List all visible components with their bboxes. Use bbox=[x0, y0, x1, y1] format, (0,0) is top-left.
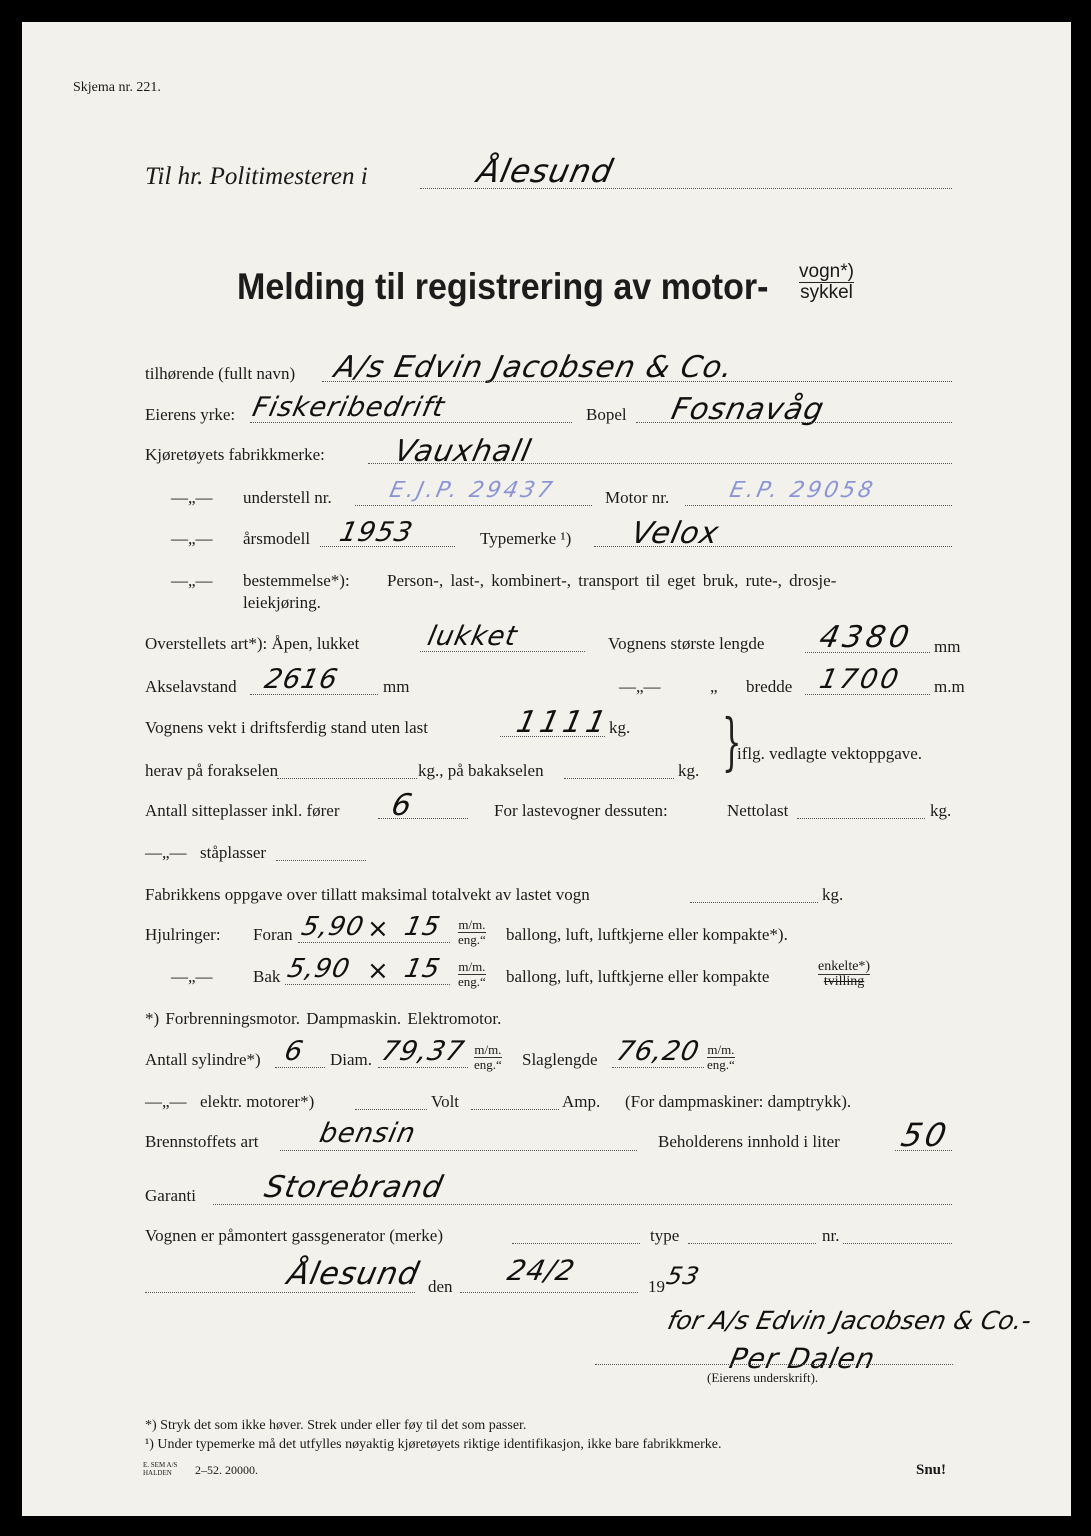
front-wheel-times: × bbox=[367, 914, 389, 944]
max-weight-label: Fabrikkens oppgave over tillatt maksimal totalvekt av lastet vogn bbox=[145, 885, 590, 904]
make-line bbox=[368, 463, 952, 464]
rear-wheel-units bbox=[458, 960, 486, 989]
place-line bbox=[145, 1292, 415, 1293]
date-line bbox=[460, 1292, 638, 1293]
twin-label: tvilling bbox=[823, 974, 865, 989]
tank-line bbox=[895, 1150, 952, 1151]
weight-unit: kg. bbox=[609, 718, 631, 737]
chassis-line bbox=[355, 505, 592, 506]
weight-note: iflg. vedlagte vektoppgave. bbox=[737, 744, 923, 763]
front-wheel-line bbox=[298, 942, 450, 943]
ditto-mark: —„— bbox=[171, 967, 213, 986]
year-label: årsmodell bbox=[243, 529, 311, 548]
body-value: lukket bbox=[424, 621, 521, 652]
seats-label: Antall sitteplasser inkl. fører bbox=[145, 801, 340, 820]
printer-city: HALDEN bbox=[143, 1469, 172, 1477]
purpose-options: Person-, last-, kombinert-, transport til eget bruk, rute-, drosje- bbox=[387, 571, 837, 590]
date-label: den bbox=[428, 1277, 453, 1296]
motor-value: E.P. 29058 bbox=[727, 478, 878, 503]
fuel-value: bensin bbox=[316, 1118, 419, 1149]
ditto-mark: —„— bbox=[145, 843, 187, 862]
rear-axle-unit: kg. bbox=[678, 761, 700, 780]
width-line bbox=[805, 694, 930, 695]
front-axle-line bbox=[277, 778, 417, 779]
single-label: enkelte*) bbox=[818, 959, 871, 974]
wheels-label: Hjulringer: bbox=[145, 925, 221, 944]
length-label: Vognens største lengde bbox=[608, 634, 765, 653]
front-axle-label: herav på forakselen bbox=[145, 761, 279, 780]
cylinders-line bbox=[275, 1067, 325, 1068]
length-unit: mm bbox=[934, 637, 961, 656]
cylinders-label: Antall sylindre*) bbox=[145, 1050, 261, 1069]
stroke-label: Slaglengde bbox=[522, 1050, 598, 1069]
printer-mark bbox=[143, 1461, 177, 1477]
fuel-label: Brennstoffets art bbox=[145, 1132, 259, 1151]
eng-unit: eng.“ bbox=[458, 932, 486, 947]
wheelbase-value: 2616 bbox=[261, 664, 342, 695]
recipient-line bbox=[420, 188, 952, 189]
footnote-1: *) Stryk det som ikke høver. Strek under eller føy til det som passer. bbox=[145, 1418, 527, 1433]
weight-value: 1111 bbox=[513, 705, 614, 740]
weight-brace: } bbox=[721, 705, 742, 778]
rear-wheel-label: Bak bbox=[253, 967, 281, 986]
date-value: 24/2 bbox=[504, 1254, 579, 1287]
max-weight-unit: kg. bbox=[822, 885, 844, 904]
owner-line bbox=[322, 381, 952, 382]
rear-wheel-diameter: 15 bbox=[401, 954, 444, 984]
standing-line bbox=[276, 860, 366, 861]
ditto-mark: —„— bbox=[171, 488, 213, 507]
vehicle-type-options bbox=[799, 262, 854, 303]
ditto-mark: —„— bbox=[145, 1092, 187, 1111]
gas-nr-label: nr. bbox=[822, 1226, 840, 1245]
wheelbase-unit: mm bbox=[383, 677, 410, 696]
seats-value: 6 bbox=[388, 788, 416, 823]
eng-unit: eng.“ bbox=[458, 974, 486, 989]
eng-unit: eng.“ bbox=[474, 1057, 502, 1072]
year-prefix: 19 bbox=[648, 1277, 665, 1296]
rear-wheel-times: × bbox=[367, 956, 389, 986]
make-label: Kjøretøyets fabrikkmerke: bbox=[145, 445, 325, 464]
print-info: 2–52. 20000. bbox=[195, 1463, 258, 1477]
type-label: Typemerke ¹) bbox=[480, 529, 572, 548]
mm-unit: m/m. bbox=[474, 1042, 502, 1057]
turn-over-note: Snu! bbox=[916, 1462, 947, 1478]
recipient-label: Til hr. Politimesteren i bbox=[145, 163, 368, 190]
rear-single-twin bbox=[818, 960, 870, 989]
gas-generator-line bbox=[512, 1243, 640, 1244]
cylinders-value: 6 bbox=[281, 1036, 307, 1067]
width-label: bredde bbox=[746, 677, 793, 696]
residence-value: Fosnavåg bbox=[668, 392, 828, 427]
mm-unit: m/m. bbox=[458, 917, 486, 932]
motor-label: Motor nr. bbox=[605, 488, 670, 507]
mm-unit: m/m. bbox=[458, 959, 486, 974]
gas-generator-label: Vognen er påmontert gassgenerator (merke) bbox=[145, 1226, 444, 1245]
type-line bbox=[594, 546, 952, 547]
rear-axle-line bbox=[564, 778, 674, 779]
engine-types: *) Forbrenningsmotor. Dampmaskin. Elektromotor. bbox=[145, 1009, 502, 1028]
width-ditto-quote: „ bbox=[710, 677, 718, 696]
diameter-line bbox=[378, 1067, 468, 1068]
year-line bbox=[320, 546, 455, 547]
seats-line bbox=[378, 818, 468, 819]
front-tyre-options: ballong, luft, luftkjerne eller kompakte*). bbox=[506, 925, 788, 944]
width-unit: m.m bbox=[934, 677, 965, 696]
insurance-value: Storebrand bbox=[261, 1170, 447, 1205]
footnote-2: ¹) Under typemerke må det utfylles nøyaktig kjøretøyets riktige identifikasjon, ikke bare fabrikkmerke. bbox=[145, 1437, 722, 1452]
form-title: Melding til registrering av motor- bbox=[237, 266, 769, 307]
tank-label: Beholderens innhold i liter bbox=[658, 1132, 840, 1151]
year-suffix: 53 bbox=[664, 1262, 703, 1290]
gas-type-label: type bbox=[650, 1226, 680, 1245]
owner-value: A/s Edvin Jacobsen & Co. bbox=[331, 350, 737, 385]
insurance-label: Garanti bbox=[145, 1186, 196, 1205]
residence-line bbox=[636, 422, 952, 423]
diameter-units bbox=[474, 1043, 502, 1072]
title-option-sykkel: sykkel bbox=[800, 282, 853, 303]
stroke-line bbox=[612, 1067, 704, 1068]
gas-type-line bbox=[688, 1243, 816, 1244]
printer-name: E. SEM A/S bbox=[143, 1461, 178, 1469]
netload-unit: kg. bbox=[930, 801, 952, 820]
signature-label: (Eierens underskrift). bbox=[707, 1370, 819, 1385]
standing-label: ståplasser bbox=[200, 843, 267, 862]
front-wheel-label: Foran bbox=[253, 925, 293, 944]
eng-unit: eng.“ bbox=[707, 1057, 735, 1072]
insurance-line bbox=[213, 1204, 952, 1205]
rear-tyre-options: ballong, luft, luftkjerne eller kompakte bbox=[506, 967, 770, 986]
body-line bbox=[420, 651, 585, 652]
electric-motors-label: elektr. motorer*) bbox=[200, 1092, 315, 1111]
stroke-units bbox=[707, 1043, 735, 1072]
body-label: Overstellets art*): Åpen, lukket bbox=[145, 634, 360, 653]
wheelbase-label: Akselavstand bbox=[145, 677, 237, 696]
signature-line bbox=[595, 1364, 953, 1365]
weight-label: Vognens vekt i driftsferdig stand uten last bbox=[145, 718, 428, 737]
wheelbase-line bbox=[250, 694, 378, 695]
residence-label: Bopel bbox=[586, 405, 627, 424]
form-number: Skjema nr. 221. bbox=[73, 80, 161, 95]
place-value: Ålesund bbox=[284, 1256, 423, 1292]
fuel-line bbox=[280, 1150, 637, 1151]
occupation-value: Fiskeribedrift bbox=[249, 392, 448, 423]
rear-wheel-width: 5,90 bbox=[284, 954, 354, 984]
title-option-vogn: vogn*) bbox=[799, 261, 854, 282]
ditto-mark: —„— bbox=[619, 677, 661, 696]
diameter-value: 79,37 bbox=[378, 1036, 468, 1067]
amp-label: Amp. bbox=[562, 1092, 601, 1111]
occupation-label: Eierens yrke: bbox=[145, 405, 236, 424]
diameter-label: Diam. bbox=[330, 1050, 373, 1069]
front-wheel-diameter: 15 bbox=[401, 912, 444, 942]
signature-company: for A/s Edvin Jacobsen & Co.- bbox=[664, 1306, 1035, 1335]
length-value: 4380 bbox=[816, 620, 917, 655]
type-value: Velox bbox=[628, 516, 723, 551]
recipient-city: Ålesund bbox=[473, 152, 618, 190]
width-value: 1700 bbox=[816, 664, 905, 695]
lorry-label: For lastevogner dessuten: bbox=[494, 801, 668, 820]
purpose-options-cont: leiekjøring. bbox=[243, 593, 321, 612]
ditto-mark: —„— bbox=[171, 571, 213, 590]
front-wheel-units bbox=[458, 918, 486, 947]
electric-motors-line bbox=[355, 1109, 427, 1110]
ditto-mark: —„— bbox=[171, 529, 213, 548]
mm-unit: m/m. bbox=[707, 1042, 735, 1057]
max-weight-line bbox=[690, 902, 818, 903]
gas-nr-line bbox=[843, 1243, 952, 1244]
netload-line bbox=[797, 818, 925, 819]
volt-line bbox=[471, 1109, 559, 1110]
tank-value: 50 bbox=[897, 1116, 953, 1154]
chassis-value: E.J.P. 29437 bbox=[387, 478, 558, 503]
owner-label: tilhørende (fullt navn) bbox=[145, 364, 296, 383]
signature-name: Per Dalen bbox=[726, 1342, 879, 1375]
front-wheel-width: 5,90 bbox=[298, 912, 368, 942]
length-line bbox=[805, 652, 930, 653]
stroke-value: 76,20 bbox=[613, 1036, 703, 1067]
weight-line bbox=[500, 736, 605, 737]
chassis-label: understell nr. bbox=[243, 488, 332, 507]
steam-label: (For dampmaskiner: damptrykk). bbox=[625, 1092, 852, 1111]
volt-label: Volt bbox=[431, 1092, 460, 1111]
motor-line bbox=[685, 505, 952, 506]
year-value: 1953 bbox=[336, 517, 417, 548]
make-value: Vauxhall bbox=[391, 434, 535, 469]
netload-label: Nettolast bbox=[727, 801, 789, 820]
purpose-label: bestemmelse*): bbox=[243, 571, 350, 590]
rear-wheel-line bbox=[285, 984, 450, 985]
occupation-line bbox=[250, 422, 572, 423]
rear-axle-label: kg., på bakakselen bbox=[418, 761, 544, 780]
